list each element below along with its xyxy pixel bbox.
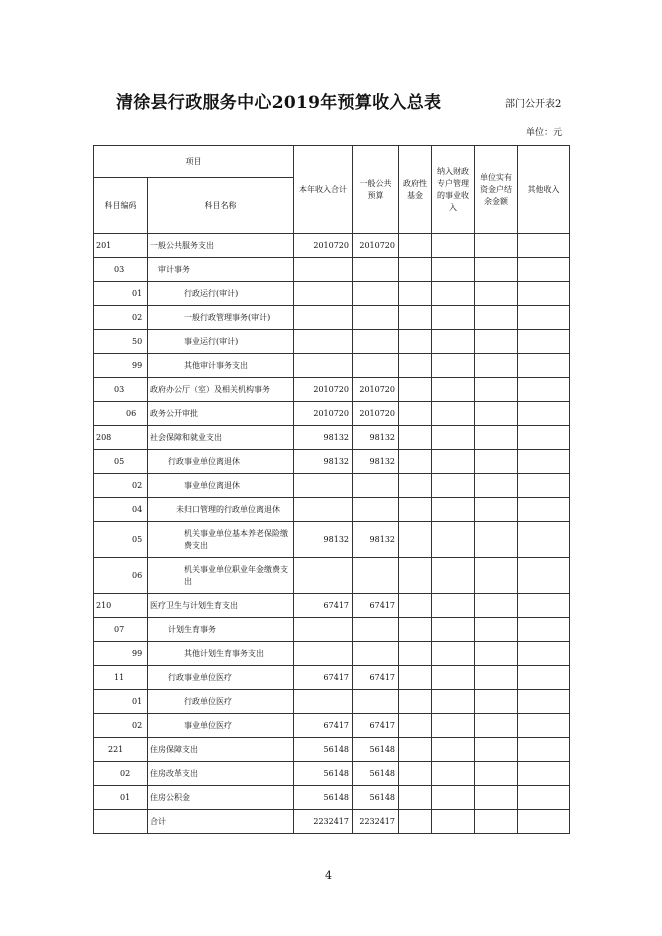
table-row	[94, 762, 570, 786]
table-row	[94, 738, 570, 762]
row-name: 住房改革支出	[148, 762, 294, 786]
row-code: 201	[94, 234, 148, 258]
row-fund	[399, 690, 432, 714]
row-fund	[399, 618, 432, 642]
row-code: 02	[94, 714, 148, 738]
row-balance	[475, 234, 518, 258]
table-row	[94, 426, 570, 450]
header-code: 科目编码	[94, 178, 148, 234]
row-fund	[399, 642, 432, 666]
row-other	[518, 558, 570, 594]
form-number: 部门公开表2	[505, 99, 562, 110]
row-fund	[399, 738, 432, 762]
row-total	[294, 330, 353, 354]
row-name: 事业单位离退休	[148, 474, 294, 498]
row-name: 政府办公厅（室）及相关机构事务	[148, 378, 294, 402]
row-special	[432, 498, 475, 522]
row-fund	[399, 522, 432, 558]
row-special	[432, 234, 475, 258]
page-number: 4	[325, 869, 332, 882]
row-general	[353, 306, 399, 330]
row-name: 未归口管理的行政单位离退休	[148, 498, 294, 522]
row-code: 221	[94, 738, 148, 762]
row-other	[518, 810, 570, 834]
row-other	[518, 474, 570, 498]
row-other	[518, 762, 570, 786]
table-row	[94, 378, 570, 402]
row-fund	[399, 402, 432, 426]
row-total: 98132	[294, 522, 353, 558]
row-name: 事业单位医疗	[148, 714, 294, 738]
row-balance	[475, 786, 518, 810]
row-general: 98132	[353, 522, 399, 558]
row-balance	[475, 402, 518, 426]
row-other	[518, 330, 570, 354]
row-special	[432, 450, 475, 474]
header-balance: 单位实有资金户结余金额	[475, 146, 518, 234]
row-special	[432, 762, 475, 786]
row-balance	[475, 474, 518, 498]
row-other	[518, 618, 570, 642]
row-name: 社会保障和就业支出	[148, 426, 294, 450]
row-fund	[399, 762, 432, 786]
row-special	[432, 714, 475, 738]
budget-revenue-table	[93, 145, 570, 834]
row-code: 03	[94, 258, 148, 282]
row-special	[432, 474, 475, 498]
row-fund	[399, 306, 432, 330]
row-balance	[475, 690, 518, 714]
row-balance	[475, 762, 518, 786]
row-fund	[399, 810, 432, 834]
row-total: 67417	[294, 594, 353, 618]
row-other	[518, 426, 570, 450]
header-item: 项目	[94, 146, 294, 178]
row-total: 2010720	[294, 378, 353, 402]
row-code: 07	[94, 618, 148, 642]
row-fund	[399, 330, 432, 354]
row-total	[294, 282, 353, 306]
row-balance	[475, 282, 518, 306]
row-general: 2010720	[353, 234, 399, 258]
row-general	[353, 474, 399, 498]
table-row	[94, 330, 570, 354]
row-name: 其他计划生育事务支出	[148, 642, 294, 666]
row-balance	[475, 642, 518, 666]
table-row	[94, 258, 570, 282]
row-fund	[399, 426, 432, 450]
row-name: 一般行政管理事务(审计)	[148, 306, 294, 330]
row-code: 210	[94, 594, 148, 618]
table-row	[94, 354, 570, 378]
row-balance	[475, 810, 518, 834]
table-row	[94, 642, 570, 666]
table-row	[94, 282, 570, 306]
row-balance	[475, 426, 518, 450]
table-row	[94, 234, 570, 258]
table-row	[94, 714, 570, 738]
row-code: 50	[94, 330, 148, 354]
row-other	[518, 306, 570, 330]
row-other	[518, 402, 570, 426]
row-name: 合计	[148, 810, 294, 834]
row-code: 03	[94, 378, 148, 402]
row-total: 67417	[294, 666, 353, 690]
table-row	[94, 618, 570, 642]
row-total: 56148	[294, 786, 353, 810]
row-code: 01	[94, 786, 148, 810]
row-other	[518, 714, 570, 738]
row-general	[353, 354, 399, 378]
row-name: 行政单位医疗	[148, 690, 294, 714]
row-special	[432, 522, 475, 558]
row-fund	[399, 714, 432, 738]
row-special	[432, 354, 475, 378]
row-code: 04	[94, 498, 148, 522]
page-title: 清徐县行政服务中心2019年预算收入总表	[116, 93, 442, 113]
row-code: 99	[94, 354, 148, 378]
row-special	[432, 426, 475, 450]
row-code	[94, 810, 148, 834]
row-general	[353, 282, 399, 306]
row-balance	[475, 498, 518, 522]
row-fund	[399, 234, 432, 258]
row-name: 一般公共服务支出	[148, 234, 294, 258]
row-general	[353, 330, 399, 354]
table-row	[94, 666, 570, 690]
row-code: 06	[94, 402, 148, 426]
row-balance	[475, 306, 518, 330]
header-total: 本年收入合计	[294, 146, 353, 234]
row-total: 98132	[294, 426, 353, 450]
row-fund	[399, 378, 432, 402]
row-special	[432, 810, 475, 834]
table-row	[94, 498, 570, 522]
row-fund	[399, 558, 432, 594]
row-special	[432, 690, 475, 714]
header-special: 纳入财政专户管理的事业收入	[432, 146, 475, 234]
row-special	[432, 618, 475, 642]
table-row	[94, 522, 570, 558]
row-other	[518, 666, 570, 690]
row-balance	[475, 522, 518, 558]
row-general: 2010720	[353, 402, 399, 426]
row-total	[294, 642, 353, 666]
row-fund	[399, 450, 432, 474]
row-code: 05	[94, 450, 148, 474]
row-general	[353, 258, 399, 282]
row-total: 67417	[294, 714, 353, 738]
row-special	[432, 738, 475, 762]
row-other	[518, 522, 570, 558]
header-general: 一般公共预算	[353, 146, 399, 234]
row-name: 审计事务	[148, 258, 294, 282]
unit-label: 单位：元	[526, 128, 563, 138]
row-name: 其他审计事务支出	[148, 354, 294, 378]
row-code: 02	[94, 306, 148, 330]
row-general	[353, 642, 399, 666]
row-special	[432, 642, 475, 666]
row-balance	[475, 594, 518, 618]
row-code: 02	[94, 474, 148, 498]
row-general	[353, 558, 399, 594]
row-code: 05	[94, 522, 148, 558]
row-name: 政务公开审批	[148, 402, 294, 426]
row-total	[294, 474, 353, 498]
row-code: 02	[94, 762, 148, 786]
row-name: 机关事业单位基本养老保险缴费支出	[148, 522, 294, 558]
table-row	[94, 402, 570, 426]
row-fund	[399, 282, 432, 306]
row-special	[432, 282, 475, 306]
row-other	[518, 498, 570, 522]
row-name: 医疗卫生与计划生育支出	[148, 594, 294, 618]
row-special	[432, 558, 475, 594]
row-other	[518, 258, 570, 282]
row-total: 98132	[294, 450, 353, 474]
row-general	[353, 618, 399, 642]
header-fund: 政府性基金	[399, 146, 432, 234]
row-fund	[399, 666, 432, 690]
row-code: 99	[94, 642, 148, 666]
row-name: 行政运行(审计)	[148, 282, 294, 306]
row-fund	[399, 474, 432, 498]
row-general: 56148	[353, 786, 399, 810]
row-other	[518, 594, 570, 618]
row-fund	[399, 498, 432, 522]
row-code: 208	[94, 426, 148, 450]
row-fund	[399, 258, 432, 282]
row-name: 计划生育事务	[148, 618, 294, 642]
row-code: 11	[94, 666, 148, 690]
table-row	[94, 474, 570, 498]
row-special	[432, 666, 475, 690]
row-general: 67417	[353, 714, 399, 738]
row-general: 67417	[353, 666, 399, 690]
row-total: 2232417	[294, 810, 353, 834]
row-other	[518, 738, 570, 762]
row-code: 01	[94, 282, 148, 306]
row-total: 56148	[294, 762, 353, 786]
row-balance	[475, 330, 518, 354]
row-other	[518, 786, 570, 810]
row-total: 2010720	[294, 402, 353, 426]
row-special	[432, 330, 475, 354]
row-total	[294, 558, 353, 594]
row-general: 56148	[353, 762, 399, 786]
row-name: 行政事业单位离退休	[148, 450, 294, 474]
table-row	[94, 558, 570, 594]
row-fund	[399, 786, 432, 810]
row-total	[294, 354, 353, 378]
row-general: 67417	[353, 594, 399, 618]
row-other	[518, 690, 570, 714]
row-total	[294, 690, 353, 714]
row-general: 56148	[353, 738, 399, 762]
row-other	[518, 450, 570, 474]
row-general: 98132	[353, 450, 399, 474]
row-balance	[475, 354, 518, 378]
row-name: 机关事业单位职业年金缴费支出	[148, 558, 294, 594]
row-total: 2010720	[294, 234, 353, 258]
row-special	[432, 786, 475, 810]
row-balance	[475, 618, 518, 642]
row-general	[353, 498, 399, 522]
row-other	[518, 234, 570, 258]
row-special	[432, 402, 475, 426]
table-row	[94, 810, 570, 834]
row-special	[432, 594, 475, 618]
row-name: 住房保障支出	[148, 738, 294, 762]
table-row	[94, 786, 570, 810]
row-total	[294, 498, 353, 522]
row-special	[432, 378, 475, 402]
row-balance	[475, 558, 518, 594]
row-general: 98132	[353, 426, 399, 450]
row-other	[518, 282, 570, 306]
row-other	[518, 642, 570, 666]
row-balance	[475, 258, 518, 282]
row-balance	[475, 378, 518, 402]
row-balance	[475, 714, 518, 738]
header-name: 科目名称	[148, 178, 294, 234]
row-total: 56148	[294, 738, 353, 762]
row-general: 2232417	[353, 810, 399, 834]
row-code: 01	[94, 690, 148, 714]
row-balance	[475, 666, 518, 690]
row-special	[432, 306, 475, 330]
row-general: 2010720	[353, 378, 399, 402]
header-other: 其他收入	[518, 146, 570, 234]
row-balance	[475, 738, 518, 762]
table-row	[94, 690, 570, 714]
row-special	[432, 258, 475, 282]
row-other	[518, 354, 570, 378]
row-total	[294, 306, 353, 330]
table-row	[94, 450, 570, 474]
row-code: 06	[94, 558, 148, 594]
row-fund	[399, 354, 432, 378]
row-balance	[475, 450, 518, 474]
row-name: 行政事业单位医疗	[148, 666, 294, 690]
row-other	[518, 378, 570, 402]
row-fund	[399, 594, 432, 618]
table-row	[94, 594, 570, 618]
row-name: 事业运行(审计)	[148, 330, 294, 354]
row-general	[353, 690, 399, 714]
row-name: 住房公积金	[148, 786, 294, 810]
row-total	[294, 618, 353, 642]
row-total	[294, 258, 353, 282]
table-row	[94, 306, 570, 330]
